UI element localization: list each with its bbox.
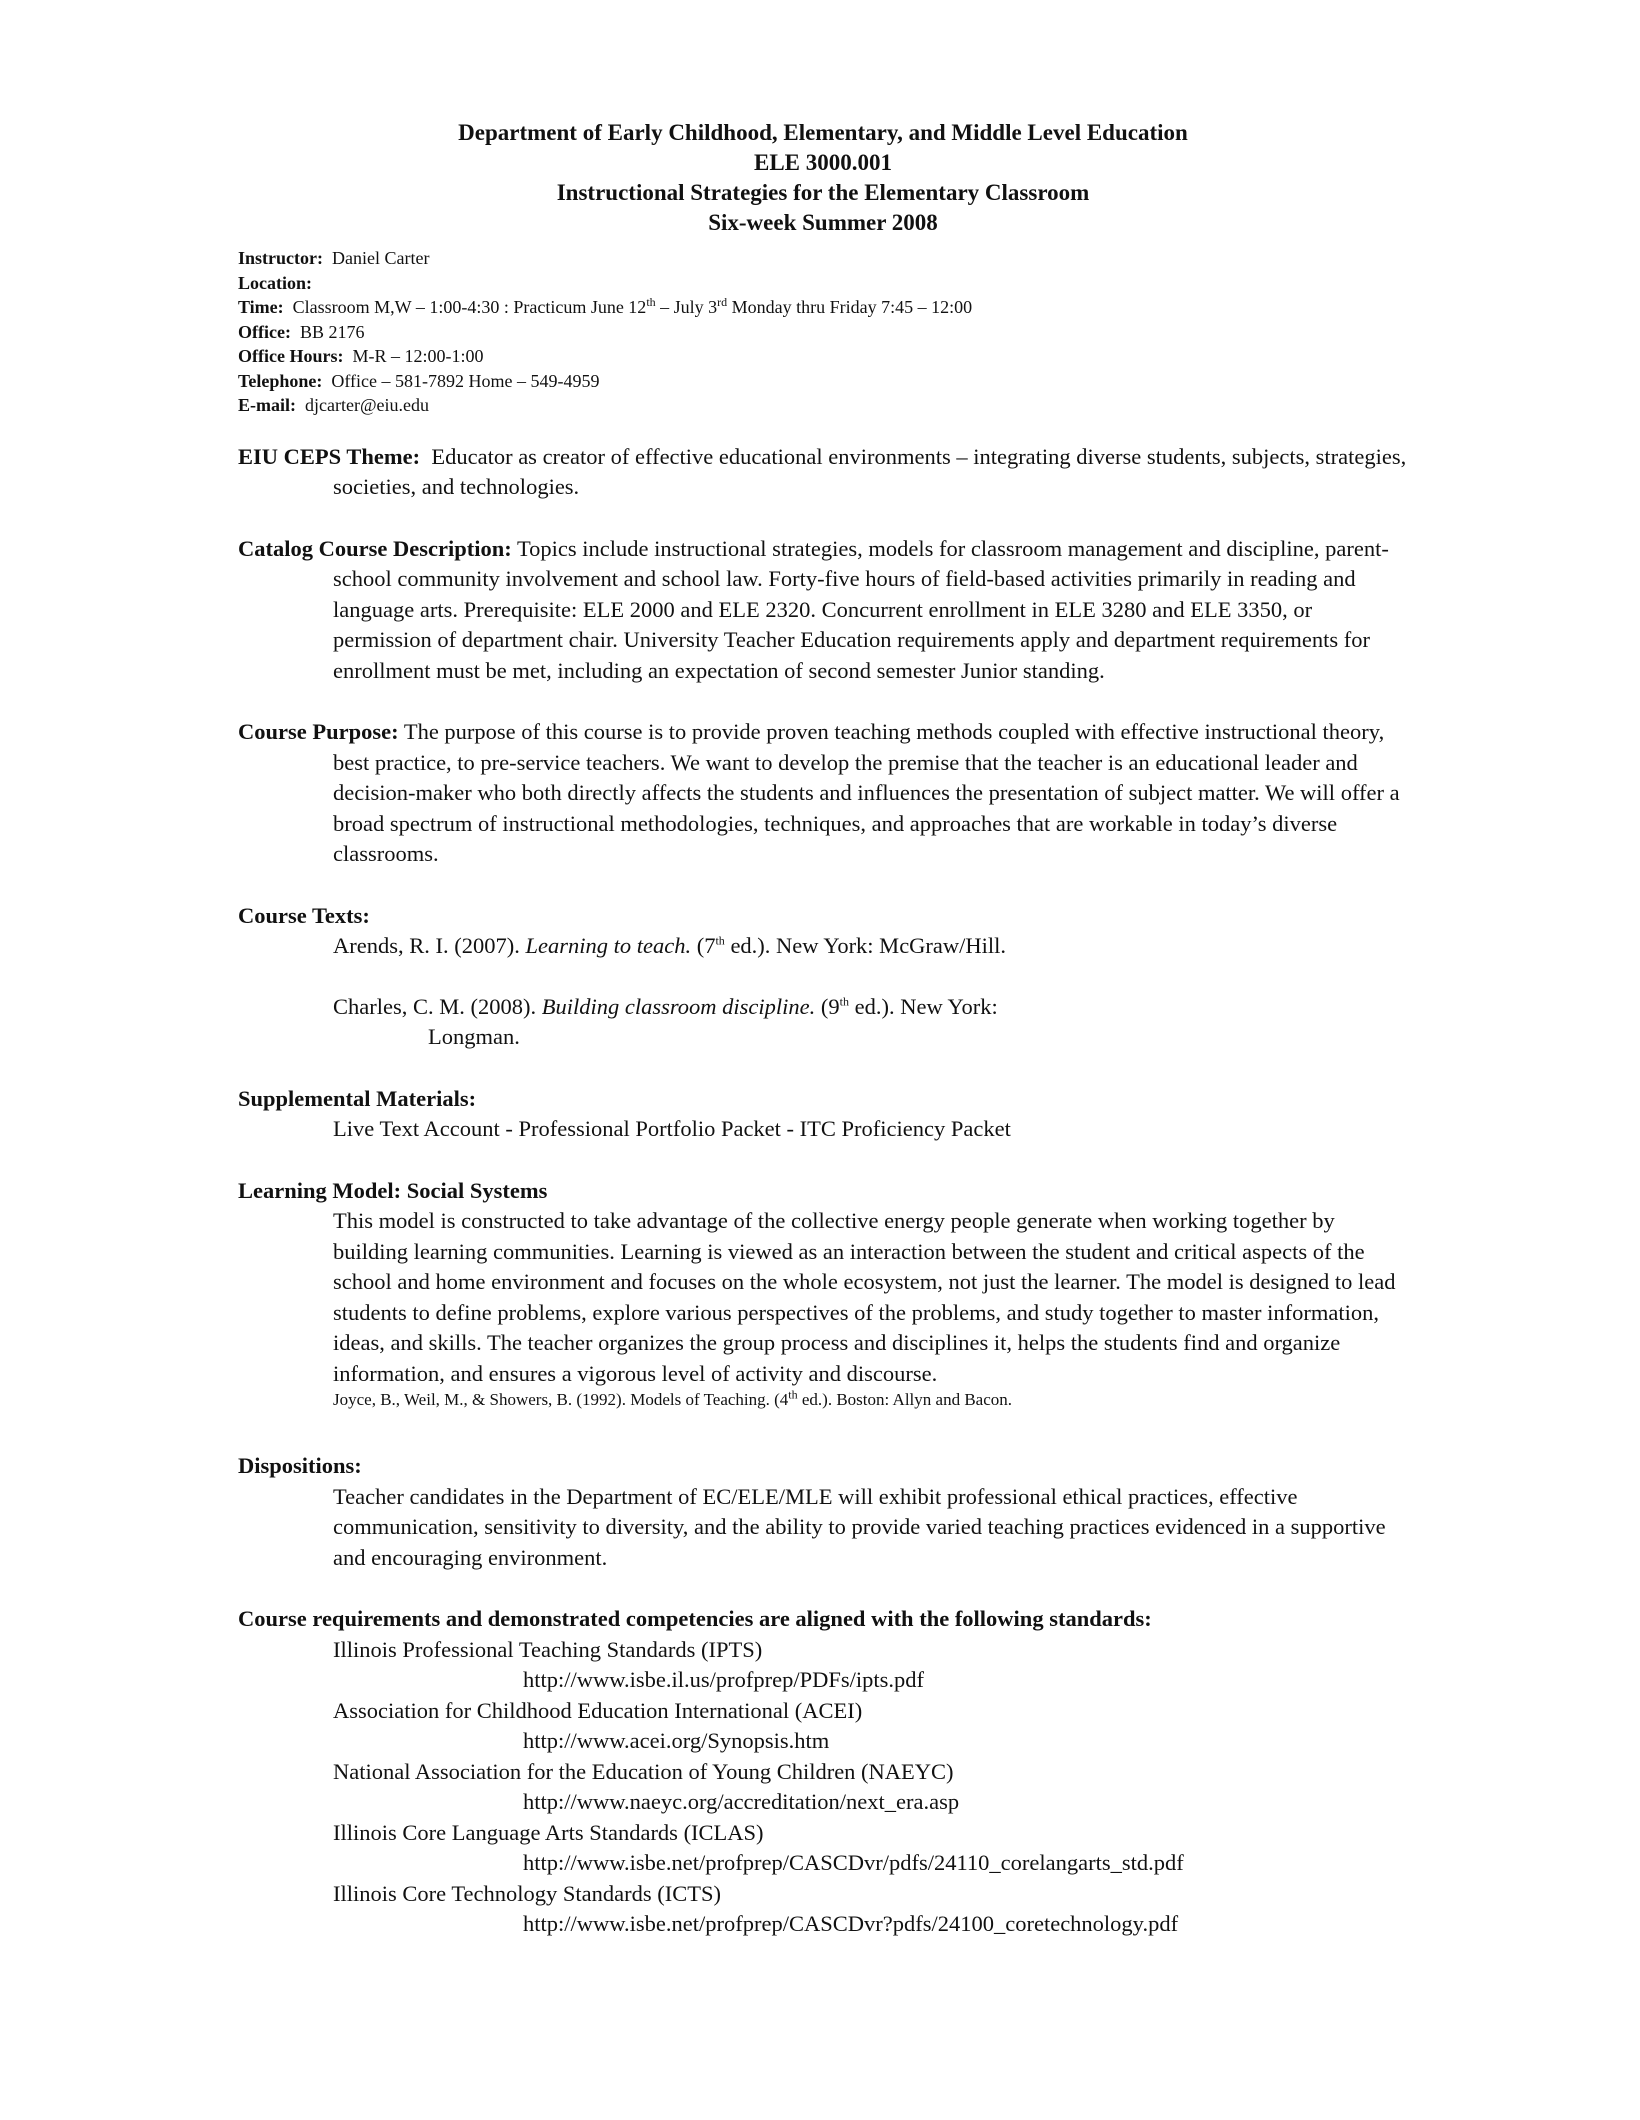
location-label: Location: [238,272,312,293]
book-2-title: Building classroom discipline. [541,993,816,1019]
model-heading: Learning Model: Social Systems [238,1177,548,1203]
dispositions-heading: Dispositions: [238,1453,362,1478]
telephone-label: Telephone: [238,370,323,391]
time-value-b: – July 3 [655,297,718,317]
email-label: E-mail: [238,395,296,415]
texts-section [238,901,1408,1053]
book-1-author: Arends, R. I. (2007). [333,933,526,958]
instructor-row [238,246,1408,271]
citation-sup: th [788,1387,798,1402]
book-2-publisher-cont: Longman. [428,1024,520,1049]
standard-link[interactable]: http://www.isbe.net/profprep/CASCDvr?pdfs/24100_coretechnology.pdf [523,1911,1179,1936]
theme-heading: EIU CEPS Theme: [238,443,421,469]
standards-heading: Course requirements and demonstrated competencies are aligned with the following standards: [238,1606,1152,1631]
time-sup-2: rd [717,295,728,309]
time-row [238,295,1408,320]
time-label: Time: [238,297,284,317]
texts-heading: Course Texts: [238,902,370,928]
email-row [238,393,1408,418]
book-2-edition-a: (9 [815,993,840,1019]
office-row [238,320,1408,345]
purpose-section [238,717,1408,870]
document-header [238,118,1408,238]
book-2-publisher: ed.). New York: [848,993,998,1019]
telephone-row [238,369,1408,394]
book-1-title: Learning to teach. [525,933,692,958]
course-title: Instructional Strategies for the Elementary Classroom [556,180,1090,205]
standard-link[interactable]: http://www.isbe.net/profprep/CASCDvr/pdfs/24110_corelangarts_std.pdf [523,1850,1184,1875]
office-label: Office: [238,321,291,342]
time-sup-1: th [646,295,656,309]
purpose-heading: Course Purpose: [238,719,399,744]
standard-name: Illinois Professional Teaching Standards (IPTS) [333,1636,763,1662]
office-hours-value: M-R – 12:00-1:00 [352,346,484,366]
book-1-edition-a: (7 [691,933,716,958]
citation-a: Joyce, B., Weil, M., & Showers, B. (1992). Models of Teaching. (4 [333,1390,789,1409]
office-value: BB 2176 [299,321,365,342]
model-citation [238,1389,1408,1411]
model-section [238,1176,1408,1412]
standard-link[interactable]: http://www.acei.org/Synopsis.htm [523,1728,830,1753]
book-2-sup: th [839,994,849,1008]
catalog-heading: Catalog Course Description: [238,535,512,561]
telephone-value: Office – 581-7892 Home – 549-4959 [331,370,600,391]
purpose-text: The purpose of this course is to provide proven teaching methods coupled with effective instructional theory, best practice, to pre-service teachers. We want to develop the premise that the teacher is an educational leader and decision-maker who both directly affects the students and influences the presentation of subject matter. We will offer a broad spectrum of instructional methodologies, techniques, and approaches that are workable in today’s diverse classrooms. [333,719,1400,866]
department-title: Department of Early Childhood, Elementary, and Middle Level Education [458,120,1188,145]
book-2 [238,992,1408,1023]
supplemental-section [238,1084,1408,1145]
book-1-sup: th [715,933,725,948]
dispositions-section [238,1451,1408,1573]
term: Six-week Summer 2008 [708,210,938,235]
course-number: ELE 3000.001 [753,150,893,175]
instructor-info [238,246,1408,418]
model-text: This model is constructed to take advantage of the collective energy people generate when working together by building learning communities. Learning is viewed as an interaction between the student and critical aspects of the school and home environment and focuses on the whole ecosystem, not just the learner. The model is designed to lead students to define problems, explore various perspectives of the problems, and study together to master information, ideas, and skills. The teacher organizes the group process and disciplines it, helps the students find and organize information, and ensures a vigorous level of activity and discourse. [333,1208,1396,1386]
office-hours-label: Office Hours: [238,346,344,366]
standard-link[interactable]: http://www.naeyc.org/accreditation/next_era.asp [523,1789,960,1814]
standard-name: Illinois Core Technology Standards (ICTS) [333,1880,721,1906]
standard-name: National Association for the Education of Young Children (NAEYC) [333,1758,954,1784]
dispositions-text: Teacher candidates in the Department of EC/ELE/MLE will exhibit professional ethical practices, effective communication, sensitivity to diversity, and the ability to provide varied teaching practices evidenced in a supportive and encouraging environment. [333,1483,1386,1570]
standard-link[interactable]: http://www.isbe.il.us/profprep/PDFs/ipts.pdf [523,1667,925,1692]
theme-text: Educator as creator of effective educational environments – integrating diverse students, subjects, strategies, societies, and technologies. [333,443,1407,499]
standard-name: Illinois Core Language Arts Standards (ICLAS) [333,1819,764,1845]
book-1 [238,931,1408,962]
location-row [238,271,1408,296]
syllabus-page [238,118,1408,1940]
book-2-author: Charles, C. M. (2008). [333,993,542,1019]
supplemental-text: Live Text Account - Professional Portfolio Packet - ITC Proficiency Packet [333,1116,1011,1141]
supplemental-heading: Supplemental Materials: [238,1085,477,1111]
standards-section [238,1604,1408,1940]
time-value-c: Monday thru Friday 7:45 – 12:00 [727,297,973,317]
citation-b: ed.). Boston: Allyn and Bacon. [797,1390,1013,1409]
office-hours-row [238,344,1408,369]
theme-section [238,442,1408,503]
instructor-label: Instructor: [238,248,323,268]
email-value[interactable]: djcarter@eiu.edu [305,395,430,415]
time-value-a: Classroom M,W – 1:00-4:30 : Practicum June 12 [292,297,647,317]
catalog-text: Topics include instructional strategies, models for classroom management and discipline, parent-school community involvement and school law. Forty-five hours of field-based activities primarily in reading and language arts. Prerequisite: ELE 2000 and ELE 2320. Concurrent enrollment in ELE 3280 and ELE 3350, or permission of department chair. University Teacher Education requirements apply and department requirements for enrollment must be met, including an expectation of second semester Junior standing. [333,535,1389,683]
standard-name: Association for Childhood Education International (ACEI) [333,1697,863,1723]
instructor-name: Daniel Carter [331,248,430,268]
book-1-publisher: ed.). New York: McGraw/Hill. [724,933,1007,958]
catalog-section [238,534,1408,687]
